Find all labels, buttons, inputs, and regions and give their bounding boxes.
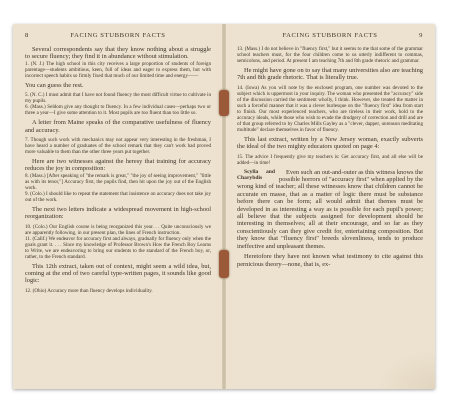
right-page-header: [237, 32, 423, 40]
left-page-paragraph: This 12th extract, taken out of context, might seem a wild idea, but, coming at the end of two careful type-written pages, it sounds like good logic:: [25, 262, 211, 285]
left-running-head: FACING STUBBORN FACTS: [70, 32, 166, 39]
left-page-paragraph: A letter from Maine speaks of the comparative usefulness of fluency and accuracy.: [25, 119, 211, 134]
left-page-number: 8: [25, 32, 29, 39]
left-page-paragraph: 8. (Mass.) [After speaking of "the remark is great," "the joy of seeing improvement," "little as with its tenor,"] Accuracy first, the pupils find, then hit upon the joy out of the English work.: [25, 172, 211, 191]
left-page-paragraph: 12. (Ohio) Accuracy more than fluency develops individuality.: [25, 287, 153, 294]
right-page-paragraph: Heretofore they have not known what testimony to cite against this pernicious theory—none, that is, ex-: [237, 253, 423, 268]
left-page-paragraph: 7. Though such work with mechanics may not appear very interesting in the freshman, I have heard a number of graduates of the school remark that they can't work had proved more valuable to them than the other three years put together.: [25, 137, 211, 156]
right-page-paragraph: 14. (Iowa) As you will note by the enclosed program, one number was devoted to the subject which is uppermost in your inquiry. The woman who presented the "accuracy" side of the discussion carried the sentiment wholly, I think. However, she treated the matter in such a forceful manner that it was a clever burlesque on the "fluency first" idea from start to finish. Our most experienced teachers, who are tireless in their work, hold to the accuracy ideals, while those who wish to evade the drudgery of correction and drill and are of that group referred to by Charles Mills Gayley as a "clever, dapper, unreason meditating multitude" declare themselves in favor of fluency.: [237, 84, 423, 133]
left-page-paragraph: 11. (Calif.) We endeavor for accuracy first and always, gradually for fluency only when the goals grant it. . . . Since my knowledge of Professor Brown's How the French Boy Learns to Write, we are endeavoring to bring our students to the standard of the French boy, or, rather, to the French standard.: [25, 235, 211, 260]
left-page-header: [25, 32, 211, 40]
right-page: [225, 24, 435, 389]
right-page-paragraph: He might have gone on to say that many universities also are teaching 7th and 8th grade rhetoric. That is literally true.: [237, 67, 423, 82]
book-spread: [13, 24, 435, 389]
right-page-paragraph: This last extract, written by a New Jersey woman, exactly subverts the ideal of the two mighty educators quoted on page 4:: [237, 135, 423, 151]
left-page-paragraph: The next two letters indicate a widespread movement in high-school reorganization:: [25, 205, 211, 221]
left-page-paragraph: 9. (Colo.) I should like to repeat the statement that insistence on accuracy does not take joy out of the work.: [25, 190, 211, 203]
left-page-paragraph: 10. (Colo.) Our English course is being reorganized this year. . . Quite unconsciously we are apparently following, in our present plan, the lines of French instruction.: [25, 223, 211, 236]
left-page-body: [25, 46, 211, 294]
paragraph-text: Even such an out-and-outer as this witness knows the possible horrors of "accuracy first" when applied by the wrong kind of teacher; all these witnesses know that children cannot be accurate en masse, that as a matter of logic there must be substance before there can be form; all would admit that themes must be developed in as interesting a way as is possible for each pupil's power; all believe that the subjects assigned for development should be interesting in themselves; all at their encourage, and so far as they conscientiously can they give credit for, entertaining composition. But they know that "fluency first" breeds slovenliness, tends to produce ineffective and unpleasant themes.: [237, 168, 423, 250]
page-wear: [375, 349, 435, 389]
right-page-paragraph: [237, 169, 423, 250]
left-page: [13, 24, 223, 389]
right-page-number: 9: [419, 32, 423, 39]
left-page-paragraph: Several correspondents say that they know nothing about a struggle to secure fluency; they find it in abundance without stimulation.: [25, 46, 211, 61]
left-page-paragraph: You can guess the rest.: [25, 81, 84, 89]
right-page-body: [237, 46, 423, 268]
margin-label: Scylla and Charybdis: [237, 168, 275, 182]
left-page-paragraph: 1. (N. J.) The high school in this city receives a large proportion of students of foreign parentage—students ambitious, keen, full of ideas and eager to express them, but with incorrect speech habits so firmly fixed that much of our limited time and energy——: [25, 60, 211, 79]
left-page-paragraph: 5. (N. C.) I must admit that I have not found fluency the most difficult virtue to cultivate in my pupils.: [25, 92, 211, 105]
right-running-head: FACING STUBBORN FACTS: [282, 32, 378, 39]
left-page-paragraph: 6. (Mass.) Seldom give any thought to fluency. In a few individual cases—perhaps two or three a year—I give some attention to it. Most pupils are too fluent than too little so.: [25, 104, 211, 117]
right-page-paragraph: 15. The advice I frequently give my teachers is: Get accuracy first, and all else will be added—in time!: [237, 153, 423, 166]
right-page-paragraph: 13. (Mass.) I do not believe in "fluency first," but it seems to me that some of the grammar school teachers must, for the four children come to us utterly indifferent to commas, semicolons, and period. At present I am teaching 7th and 8th grade rhetoric and grammar.: [237, 46, 423, 64]
left-page-paragraph: Here are two witnesses against the heresy that training for accuracy reduces the joy in composition:: [25, 158, 211, 173]
